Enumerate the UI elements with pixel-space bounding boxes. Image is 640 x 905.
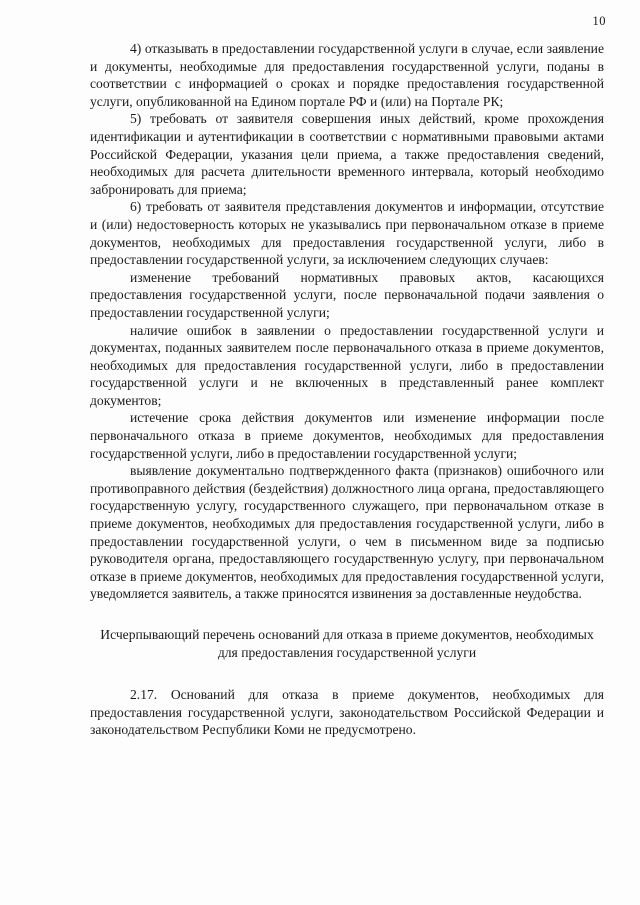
exception-case-4: выявление документально подтвержденного факта (признаков) ошибочного или противоправного действия (бездействия) должностного лица органа, предоставляющего государственную услугу, государственного служащего, при первоначальном отказе в приеме документов, необходимых для предоставления государственной услуги, либо в предоставлении государственной услуги, о чем в письменном виде за подписью руководителя органа, предоставляющего государственную услугу, при первоначальном отказе в приеме документов, необходимых для предоставления государственной услуги, уведомляется заявитель, а также приносятся извинения за доставленные неудобства. [90, 463, 604, 602]
paragraph-item-4: 4) отказывать в предоставлении государственной услуги в случае, если заявление и документы, необходимые для предоставления государственной услуги, поданы в соответствии с информацией о сроках и порядке предоставления государственной услуги, опубликованной на Едином портале РФ и (или) на Портале РК; [90, 41, 604, 109]
exception-case-2: наличие ошибок в заявлении о предоставлении государственной услуги и документах, поданных заявителем после первоначального отказа в приеме документов, необходимых для предоставления государственной услуги, либо в предоставлении государственной услуги и не включенных в представленный ранее комплект документов; [90, 322, 604, 408]
page-number: 10 [592, 14, 606, 28]
paragraph-item-5: 5) требовать от заявителя совершения иных действий, кроме прохождения идентификации и аутентификации в соответствии с нормативными правовыми актами Российской Федерации, указания цели приема, а также предоставления сведений, необходимых для расчета длительности временного интервала, который необходимо забронировать для приема; [90, 111, 604, 197]
exception-case-3: истечение срока действия документов или изменение информации после первоначального отказа в приеме документов, необходимых для предоставления государственной услуги, либо в предоставлении государственной услуги; [90, 410, 604, 461]
document-body [90, 40, 604, 739]
exception-case-1: изменение требований нормативных правовых актов, касающихся предоставления государственной услуги, после первоначальной подачи заявления о предоставлении государственной услуги; [90, 269, 604, 320]
section-paragraph-2-17: 2.17. Оснований для отказа в приеме документов, необходимых для предоставления государственной услуги, законодательством Российской Федерации и законодательством Республики Коми не предусмотрено. [90, 687, 604, 738]
paragraph-item-6: 6) требовать от заявителя представления документов и информации, отсутствие и (или) недостоверность которых не указывались при первоначальном отказе в приеме документов, необходимых для предоставления государственной услуги, либо в предоставлении государственной услуги, за исключением следующих случаев: [90, 199, 604, 268]
section-heading: Исчерпывающий перечень оснований для отказа в приеме документов, необходимых для предоставления государственной услуги [100, 627, 594, 660]
